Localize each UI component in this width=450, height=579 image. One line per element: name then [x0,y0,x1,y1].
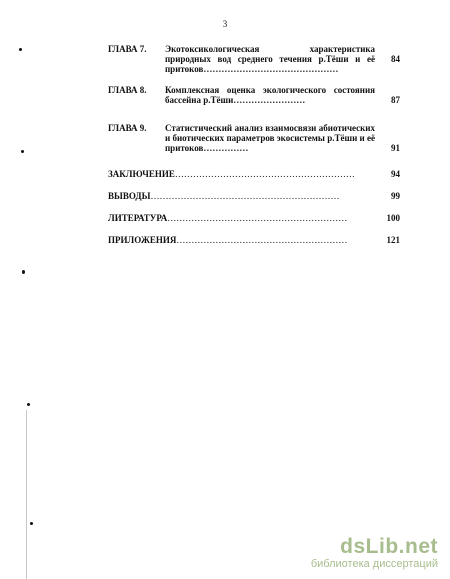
chapter-page: 91 [391,143,400,153]
scan-speck [30,522,33,525]
scan-speck [21,150,24,153]
toc-chapter-7 [108,44,408,85]
toc-entry-findings [108,191,408,213]
entry-page: 121 [386,235,400,245]
scan-speck [22,270,25,274]
watermark-logo: dsLib.net [340,535,438,558]
entry-title: ЗАКЛЮЧЕНИЕ [108,169,175,179]
toc-entry-appendices [108,235,408,257]
watermark-subtitle: библиотека диссертаций [310,558,438,570]
entry-leader: …………………………………………………… [167,213,348,223]
toc-entry-literature [108,213,408,235]
entry-leader: ………………………………………………… [176,235,348,245]
scan-speck [27,403,30,406]
entry-leader: ……………………………………………………… [150,191,340,201]
scan-speck [19,48,22,51]
chapter-label: ГЛАВА 7. [108,44,147,54]
entry-title: ПРИЛОЖЕНИЯ [108,235,177,245]
chapter-label: ГЛАВА 8. [108,85,147,95]
entry-page: 94 [391,169,400,179]
chapter-page: 87 [391,95,400,105]
entry-page: 99 [391,191,400,201]
chapter-title: Статистический анализ взаимосвязи абиотических и биотических параметров экосистемы р.Тёши и её притоков…………… [165,123,375,153]
chapter-page: 84 [391,54,400,64]
entry-page: 100 [386,213,400,223]
entry-title: ВЫВОДЫ [108,191,151,201]
entry-leader: …………………………………………………… [174,169,355,179]
chapter-label: ГЛАВА 9. [108,123,147,133]
page-number: 3 [222,19,228,29]
toc-entry-conclusion [108,169,408,191]
entry-title: ЛИТЕРАТУРА [108,213,168,223]
chapter-title: Экотоксикологическая характеристика природных вод среднего течения р.Тёши и её притоков……………………………………… [165,44,375,74]
scan-margin-line [26,410,27,579]
watermark [238,536,438,571]
toc-chapter-9 [108,123,408,169]
table-of-contents [108,44,408,257]
chapter-title: Комплексная оценка экологического состояния бассейна р.Тёши…………………… [165,85,375,105]
toc-chapter-8 [108,85,408,123]
